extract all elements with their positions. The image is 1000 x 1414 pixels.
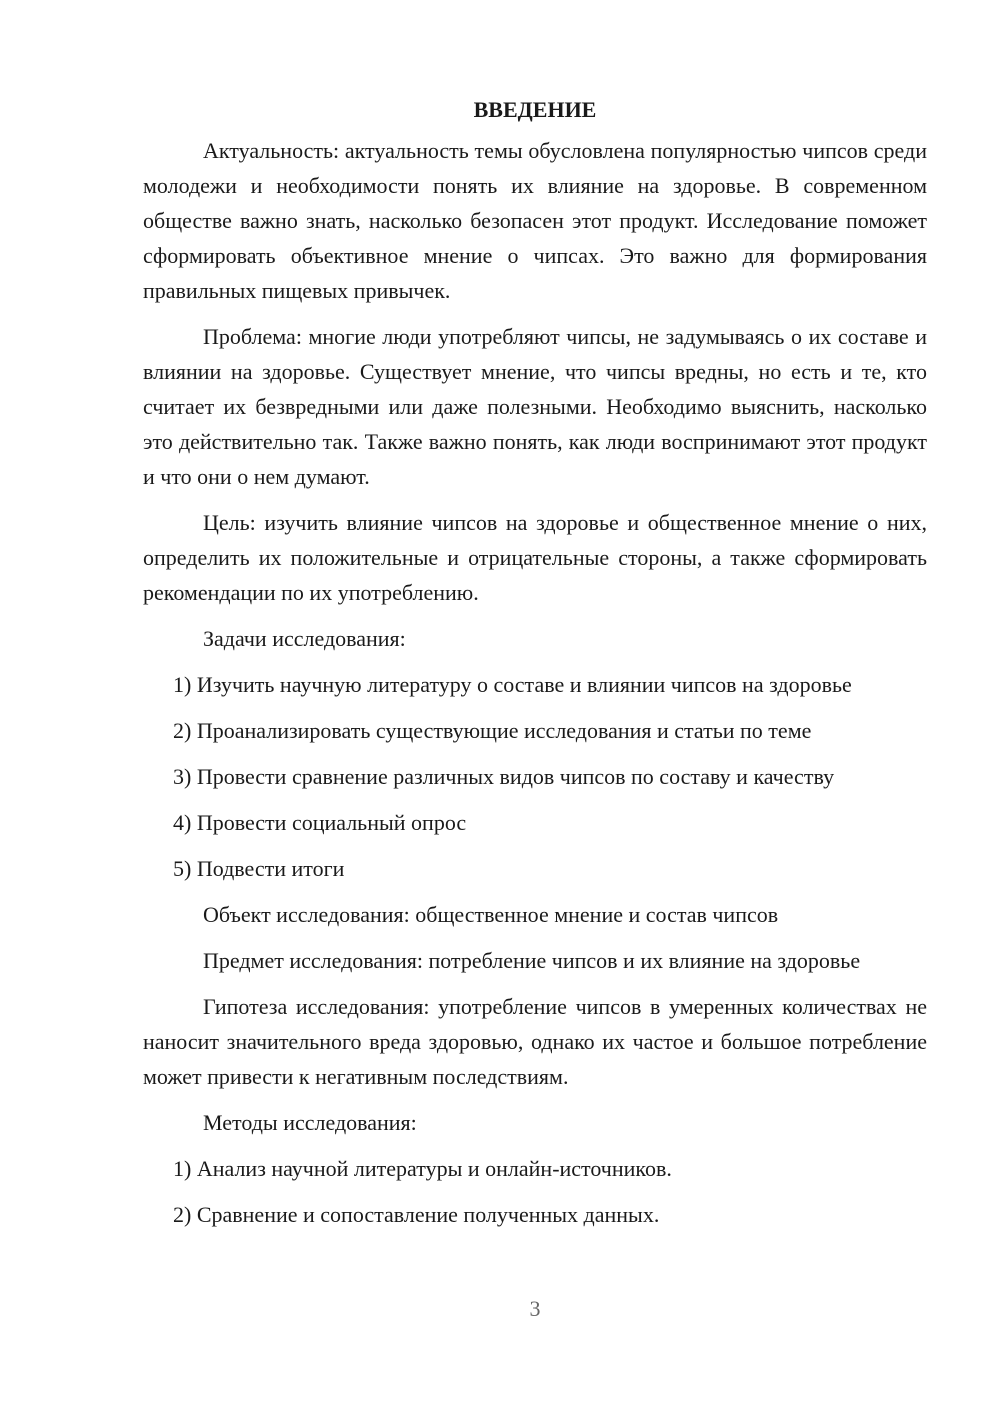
paragraph-hypothesis: Гипотеза исследования: употребление чипсов в умеренных количествах не наносит значительного вреда здоровью, однако их частое и большое потребление может привести к негативным последствиям.	[143, 994, 927, 1089]
method-item: 2) Сравнение и сопоставление полученных данных.	[173, 1202, 660, 1227]
tasks-heading: Задачи исследования:	[203, 626, 406, 651]
task-item: 2) Проанализировать существующие исследования и статьи по теме	[173, 718, 812, 743]
method-item: 1) Анализ научной литературы и онлайн-источников.	[173, 1156, 672, 1181]
paragraph-object: Объект исследования: общественное мнение и состав чипсов	[203, 902, 779, 927]
methods-heading: Методы исследования:	[203, 1110, 417, 1135]
paragraph-problem: Проблема: многие люди употребляют чипсы, не задумываясь о их составе и влиянии на здоровье. Существует мнение, что чипсы вредны, но есть и те, кто считает их безвредными или даже полезными. Необходимо выяснить, насколько это действительно так. Также важно понять, как люди воспринимают этот продукт и что они о нем думают.	[143, 324, 927, 489]
task-item: 5) Подвести итоги	[173, 856, 345, 881]
section-heading: ВВЕДЕНИЕ	[473, 97, 597, 122]
paragraph-goal: Цель: изучить влияние чипсов на здоровье и общественное мнение о них, определить их положительные и отрицательные стороны, а также сформировать рекомендации по их употреблению.	[143, 510, 927, 605]
paragraph-relevance: Актуальность: актуальность темы обусловлена популярностью чипсов среди молодежи и необходимости понять их влияние на здоровье. В современном обществе важно знать, насколько безопасен этот продукт. Исследование поможет сформировать объективное мнение о чипсах. Это важно для формирования правильных пищевых привычек.	[143, 138, 927, 303]
paragraph-subject: Предмет исследования: потребление чипсов и их влияние на здоровье	[203, 948, 861, 973]
task-item: 1) Изучить научную литературу о составе и влиянии чипсов на здоровье	[173, 672, 852, 697]
task-item: 3) Провести сравнение различных видов чипсов по составу и качеству	[173, 764, 835, 789]
task-item: 4) Провести социальный опрос	[173, 810, 467, 835]
page-number: 3	[529, 1296, 541, 1321]
page-content	[143, 92, 927, 1243]
